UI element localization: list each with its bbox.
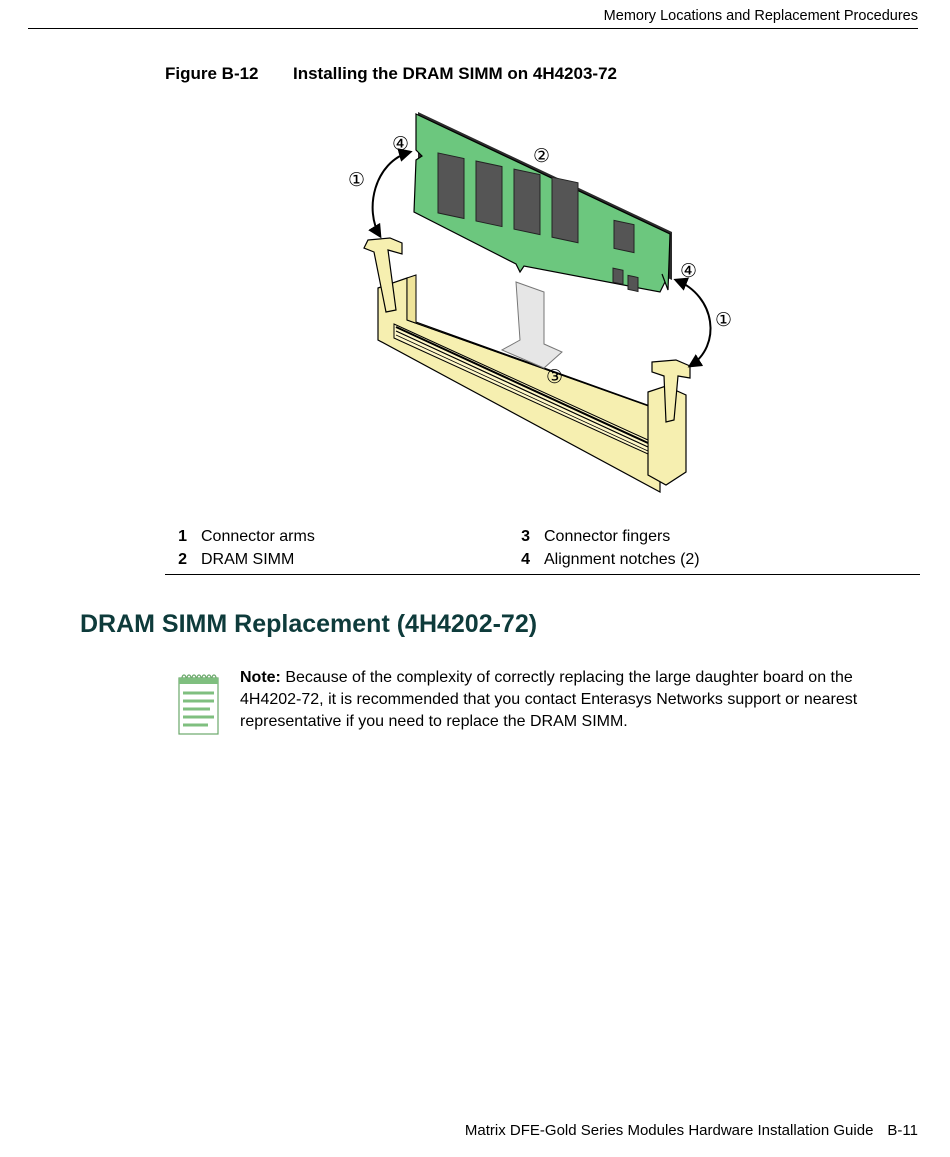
legend-label: Connector arms <box>201 528 315 545</box>
legend-item <box>508 551 851 574</box>
arm-arrow-left <box>373 152 410 236</box>
legend-number: 3 <box>521 528 530 545</box>
header-rule <box>28 28 918 29</box>
page-footer <box>465 1122 918 1139</box>
figure-title: Installing the DRAM SIMM on 4H4203-72 <box>293 64 617 83</box>
figure-legend <box>165 528 920 574</box>
legend-label: Connector fingers <box>544 528 671 545</box>
dram-simm-illustration <box>330 100 760 495</box>
footer-guide-title: Matrix DFE-Gold Series Modules Hardware Installation Guide <box>464 1122 874 1139</box>
legend-label: DRAM SIMM <box>201 551 295 568</box>
legend-rule <box>165 574 920 575</box>
callout-1-right: ① <box>715 309 733 331</box>
legend-number: 4 <box>521 551 530 568</box>
note-label: Note: <box>240 669 281 686</box>
notepad-icon <box>178 672 220 736</box>
figure-number: Figure B-12 <box>165 64 259 83</box>
legend-label: Alignment notches (2) <box>544 551 700 568</box>
callout-1-left: ① <box>348 169 366 191</box>
callout-2: ② <box>533 145 551 167</box>
footer-page-number: B-11 <box>887 1122 918 1139</box>
figure-caption <box>165 64 617 84</box>
legend-item <box>508 528 851 551</box>
legend-row <box>165 528 920 551</box>
arm-arrow-right <box>676 280 711 366</box>
section-heading: DRAM SIMM Replacement (4H4202-72) <box>80 610 538 638</box>
running-header: Memory Locations and Replacement Procedures <box>603 8 918 24</box>
note-body: Because of the complexity of correctly replacing the large daughter board on the 4H4202-72, it is recommended that you contact Enterasys Networks support or nearest representative if you need to replace the DRAM SIMM. <box>240 669 858 730</box>
legend-number: 1 <box>178 528 187 545</box>
legend-item <box>165 551 508 574</box>
callout-3: ③ <box>546 366 564 388</box>
simm-board <box>414 112 672 292</box>
callout-4-left: ④ <box>392 133 410 155</box>
insertion-arrow <box>502 282 562 368</box>
legend-item <box>165 528 508 551</box>
legend-number: 2 <box>178 551 187 568</box>
note-paragraph <box>240 667 910 733</box>
callout-4-right: ④ <box>680 260 698 282</box>
legend-row <box>165 551 920 574</box>
